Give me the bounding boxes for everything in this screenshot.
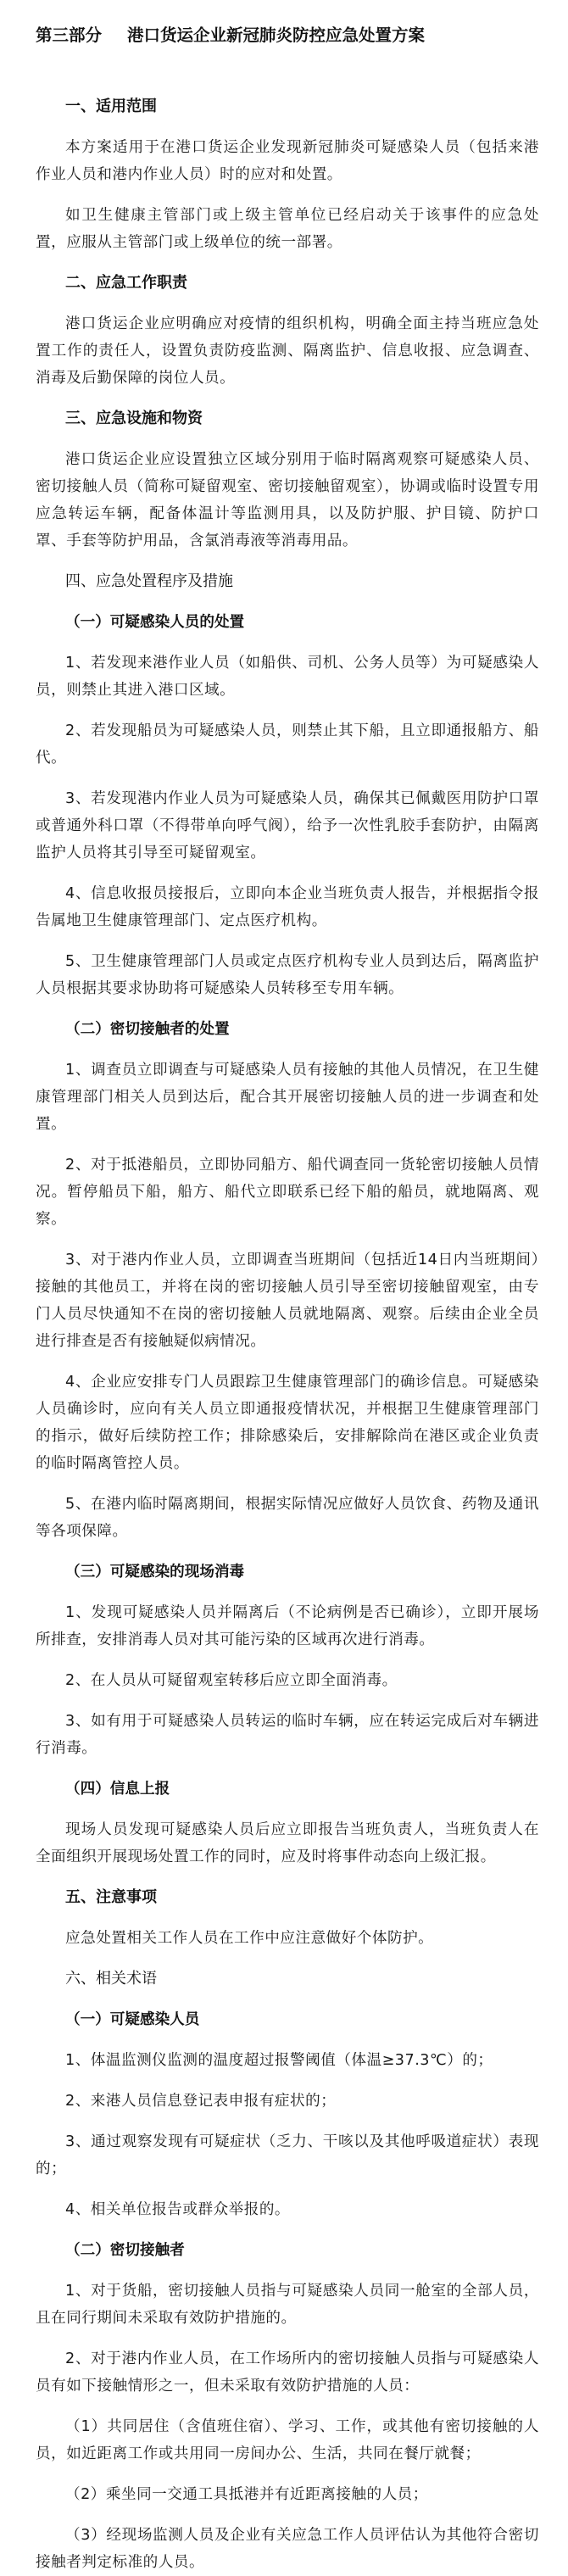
paragraph: 1、对于货船，密切接触人员指与可疑感染人员同一舱室的全部人员，且在同行期间未采取有效防护措施的。: [36, 2283, 539, 2327]
section-heading: 四、应急处置程序及措施: [65, 572, 233, 590]
paragraph: 本方案适用于在港口货运企业发现新冠肺炎可疑感染人员（包括来港作业人员和港内作业人员）时的应对和处置。: [36, 139, 539, 183]
paragraph: 5、在港内临时隔离期间，根据实际情况应做好人员饮食、药物及通讯等各项保障。: [36, 1496, 539, 1540]
section-heading: 三、应急设施和物资: [65, 410, 203, 427]
paragraph: 2、在人员从可疑留观室转移后应立即全面消毒。: [65, 1672, 398, 1689]
paragraph: 2、对于抵港船员，立即协同船方、船代调查同一货轮密切接触人员情况。暂停船员下船，船方、船代立即联系已经下船的船员，就地隔离、观察。: [36, 1157, 539, 1228]
paragraph: 4、信息收报员接报后，立即向本企业当班负责人报告，并根据指令报告属地卫生健康管理部门、定点医疗机构。: [36, 885, 539, 929]
paragraph: （1）共同居住（含值班住宿）、学习、工作，或其他有密切接触的人员，如近距离工作或共用同一房间办公、生活，共同在餐厅就餐；: [36, 2418, 539, 2462]
paragraph: 3、通过观察发现有可疑症状（乏力、干咳以及其他呼吸道症状）表现的；: [36, 2133, 539, 2177]
paragraph: 4、企业应安排专门人员跟踪卫生健康管理部门的确诊信息。可疑感染人员确诊时，应向有关人员立即通报疫情状况，并根据卫生健康管理部门的指示，做好后续防控工作；排除感染后，安排解除尚在港区或企业负责的临时隔离管控人员。: [36, 1374, 539, 1472]
paragraph: （2）乘坐同一交通工具抵港并有近距离接触的人员；: [65, 2486, 428, 2503]
document-title: [36, 22, 539, 49]
paragraph: 2、来港人员信息登记表申报有症状的；: [65, 2093, 337, 2110]
paragraph: 应急处置相关工作人员在工作中应注意做好个体防护。: [65, 1930, 434, 1947]
paragraph: 3、对于港内作业人员，立即调查当班期间（包括近14日内当班期间）接触的其他员工，并将在岗的密切接触人员引导至密切接触留观室，由专门人员尽快通知不在岗的密切接触人员就地隔离、观察。后续由企业全员进行排查是否有接触疑似病情况。: [36, 1252, 539, 1350]
paragraph: 现场人员发现可疑感染人员后应立即报告当班负责人，当班负责人在全面组织开展现场处置工作的同时，应及时将事件动态向上级汇报。: [36, 1821, 539, 1865]
paragraph: 1、体温监测仪监测的温度超过报警阈值（体温≥37.3℃）的；: [65, 2052, 493, 2069]
subsection-heading: （一）可疑感染人员的处置: [65, 614, 245, 631]
section-heading: 五、注意事项: [65, 1888, 157, 1906]
paragraph: 1、调查员立即调查与可疑感染人员有接触的其他人员情况，在卫生健康管理部门相关人员到达后，配合其开展密切接触人员的进一步调查和处置。: [36, 1062, 539, 1133]
subsection-heading: （一）可疑感染人员: [65, 2011, 200, 2028]
paragraph: 2、若发现船员为可疑感染人员，则禁止其下船，且立即通报船方、船代。: [36, 722, 539, 767]
paragraph: 3、如有用于可疑感染人员转运的临时车辆，应在转运完成后对车辆进行消毒。: [36, 1713, 539, 1757]
paragraph: 5、卫生健康管理部门人员或定点医疗机构专业人员到达后，隔离监护人员根据其要求协助将可疑感染人员转移至专用车辆。: [36, 953, 539, 997]
paragraph: 如卫生健康主管部门或上级主管单位已经启动关于该事件的应急处置，应服从主管部门或上级单位的统一部署。: [36, 207, 539, 251]
section-heading: 一、适用范围: [65, 98, 157, 115]
title-part-label: 第三部分: [36, 25, 103, 45]
paragraph: 4、相关单位报告或群众举报的。: [65, 2201, 291, 2218]
paragraph: 1、发现可疑感染人员并隔离后（不论病例是否已确诊），立即开展场所排查，安排消毒人员对其可能污染的区域再次进行消毒。: [36, 1604, 539, 1648]
section-heading: 六、相关术语: [65, 1970, 157, 1988]
paragraph: 港口货运企业应设置独立区域分别用于临时隔离观察可疑感染人员、密切接触人员（简称可疑留观室、密切接触留观室），协调或临时设置专用应急转运车辆，配备体温计等监测用具，以及防护服、护目镜、防护口罩、手套等防护用品，含氯消毒液等消毒用品。: [36, 451, 539, 549]
subsection-heading: （二）密切接触者: [65, 2242, 185, 2259]
subsection-heading: （四）信息上报: [65, 1781, 170, 1798]
section-heading: 二、应急工作职责: [65, 274, 187, 292]
subsection-heading: （二）密切接触者的处置: [65, 1021, 230, 1038]
paragraph: 1、若发现来港作业人员（如船供、司机、公务人员等）为可疑感染人员，则禁止其进入港口区域。: [36, 655, 539, 699]
subsection-heading: （三）可疑感染的现场消毒: [65, 1564, 245, 1581]
paragraph: （3）经现场监测人员及企业有关应急工作人员评估认为其他符合密切接触者判定标准的人员。: [36, 2527, 539, 2571]
paragraph: 2、对于港内作业人员，在工作场所内的密切接触人员指与可疑感染人员有如下接触情形之一，但未采取有效防护措施的人员：: [36, 2350, 539, 2395]
paragraph: 港口货运企业应明确应对疫情的组织机构，明确全面主持当班应急处置工作的责任人，设置负责防疫监测、隔离监护、信息收报、应急调查、消毒及后勤保障的岗位人员。: [36, 315, 539, 387]
paragraph: 3、若发现港内作业人员为可疑感染人员，确保其已佩戴医用防护口罩或普通外科口罩（不得带单向呼气阀），给予一次性乳胶手套防护，由隔离监护人员将其引导至可疑留观室。: [36, 790, 539, 861]
title-main-text: 港口货运企业新冠肺炎防控应急处置方案: [127, 25, 426, 45]
